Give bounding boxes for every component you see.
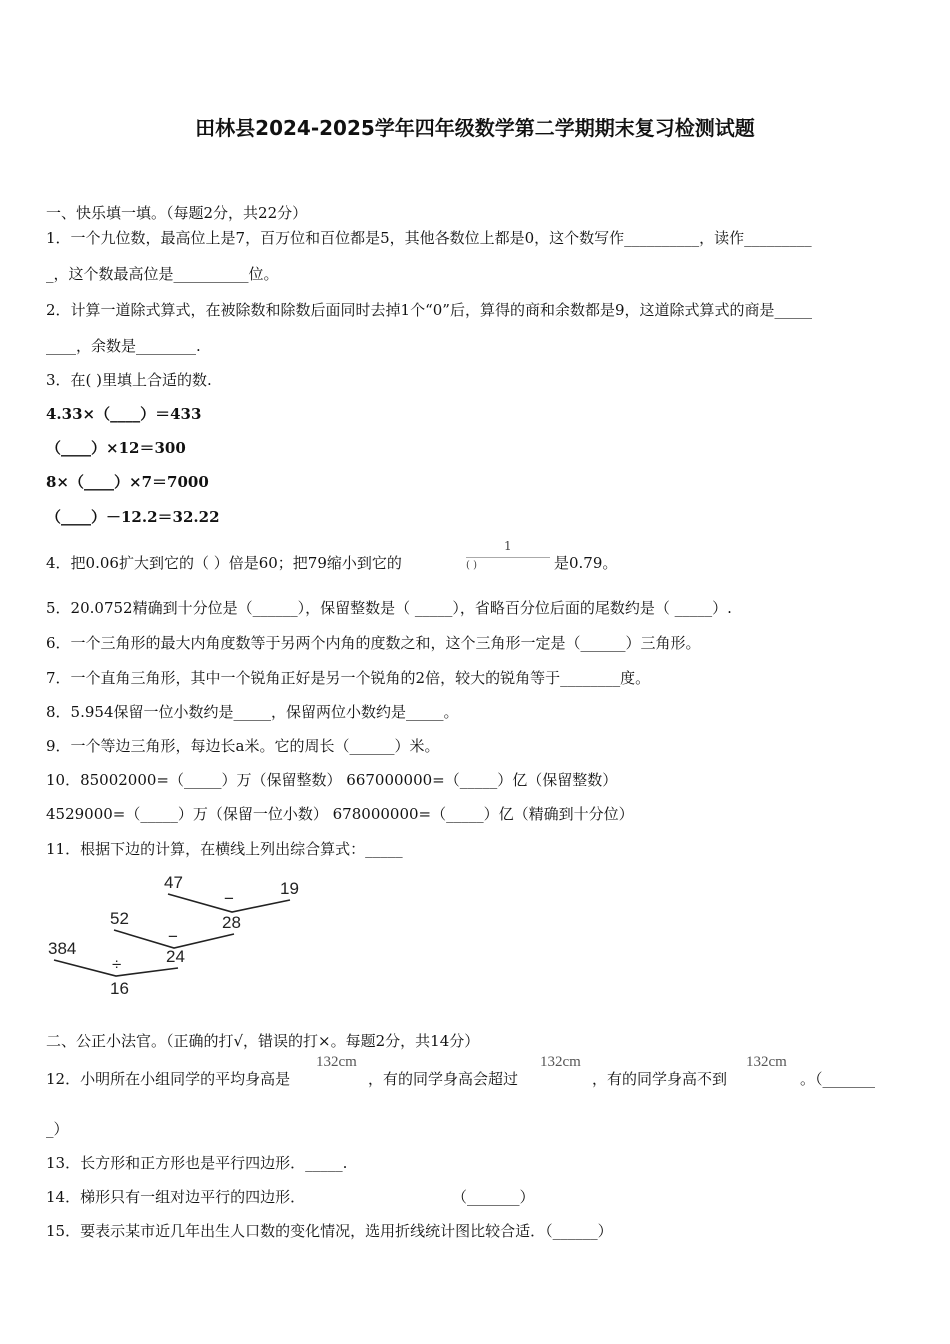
q12-text-b: ，有的同学身高会超过	[368, 1070, 519, 1088]
q6-line: 6．一个三角形的最大内角度数等于另两个内角的度数之和，这个三角形一定是（______）三角形。	[46, 634, 701, 652]
q1-line2: _，这个数最高位是__________位。	[46, 265, 279, 283]
diagram-number-19: 19	[280, 879, 299, 898]
q5-line: 5．20.0752精确到十分位是（______），保留整数是（ _____），省略百分位后面的尾数约是（ _____）.	[46, 599, 732, 617]
section-2-heading: 二、公正小法官。（正确的打√，错误的打×。每题2分，共14分）	[46, 1032, 480, 1050]
q7-line: 7．一个直角三角形，其中一个锐角正好是另一个锐角的2倍，较大的锐角等于________度。	[46, 669, 651, 687]
diagram-minus-sign-2: −	[168, 927, 178, 946]
diagram-number-24: 24	[166, 947, 185, 966]
q14-answer-blank: （_______）	[452, 1188, 535, 1206]
q12-height-value-3: 132cm	[746, 1054, 787, 1070]
q8-line: 8．5.954保留一位小数约是_____，保留两位小数约是_____。	[46, 703, 459, 721]
q10-line2: 4529000=（_____）万（保留一位小数） 678000000=（_____）亿（精确到十分位）	[46, 805, 634, 823]
q12-height-value-1: 132cm	[316, 1054, 357, 1070]
diagram-number-384: 384	[48, 939, 77, 958]
q2-line2: ____，余数是________.	[46, 337, 201, 355]
q9-line: 9．一个等边三角形，每边长a米。它的周长（______）米。	[46, 737, 440, 755]
diagram-divide-sign: ÷	[112, 955, 122, 974]
diagram-number-28: 28	[222, 913, 241, 932]
q11-line: 11．根据下边的计算，在横线上列出综合算式：_____	[46, 840, 403, 858]
q3-expr-1: 4.33×（____）＝433	[46, 405, 202, 423]
q11-calculation-diagram	[40, 868, 320, 1002]
page-title: 田林县2024-2025学年四年级数学第二学期期末复习检测试题	[195, 116, 755, 140]
q15-line: 15．要表示某市近几年出生人口数的变化情况，选用折线统计图比较合适．（______）	[46, 1222, 613, 1240]
diagram-number-52: 52	[110, 909, 129, 928]
q12-text-a: 12．小明所在小组同学的平均身高是	[46, 1070, 291, 1088]
q2-line1: 2．计算一道除式算式，在被除数和除数后面同时去掉1个“0”后，算得的商和余数都是9，这道除式算式的商是_____	[46, 301, 813, 319]
section-1-heading: 一、快乐填一填。（每题2分，共22分）	[46, 204, 308, 222]
q3-expr-3: 8×（____）×7＝7000	[46, 473, 209, 491]
q4-fraction-numerator: 1	[504, 539, 512, 553]
q3-expr-2: （____）×12＝300	[46, 439, 186, 457]
q12-line2: _）	[46, 1120, 69, 1138]
q4-fraction-denominator: ( )	[466, 560, 477, 571]
q14-text: 14．梯形只有一组对边平行的四边形．	[46, 1188, 306, 1206]
q4-fraction-bar	[466, 557, 550, 558]
q1-line1: 1．一个九位数，最高位上是7，百万位和百位都是5，其他各数位上都是0，这个数写作__________，读作_________	[46, 229, 812, 247]
diagram-number-47: 47	[164, 873, 183, 892]
q13-line: 13．长方形和正方形也是平行四边形．_____.	[46, 1154, 348, 1172]
q4-text-b: 是0.79。	[554, 554, 618, 572]
q3-expr-4: （____）－12.2＝32.22	[46, 508, 220, 526]
q3-line1: 3．在( )里填上合适的数.	[46, 371, 212, 389]
diagram-minus-sign-1: −	[224, 889, 234, 908]
diagram-number-16: 16	[110, 979, 129, 998]
q12-height-value-2: 132cm	[540, 1054, 581, 1070]
q12-text-d: 。（_______	[800, 1070, 876, 1088]
q10-line1: 10．85002000=（_____）万（保留整数） 667000000=（_____）亿（保留整数）	[46, 771, 618, 789]
q4-text-a: 4．把0.06扩大到它的（ ）倍是60；把79缩小到它的	[46, 554, 402, 572]
q12-text-c: ，有的同学身高不到	[592, 1070, 728, 1088]
